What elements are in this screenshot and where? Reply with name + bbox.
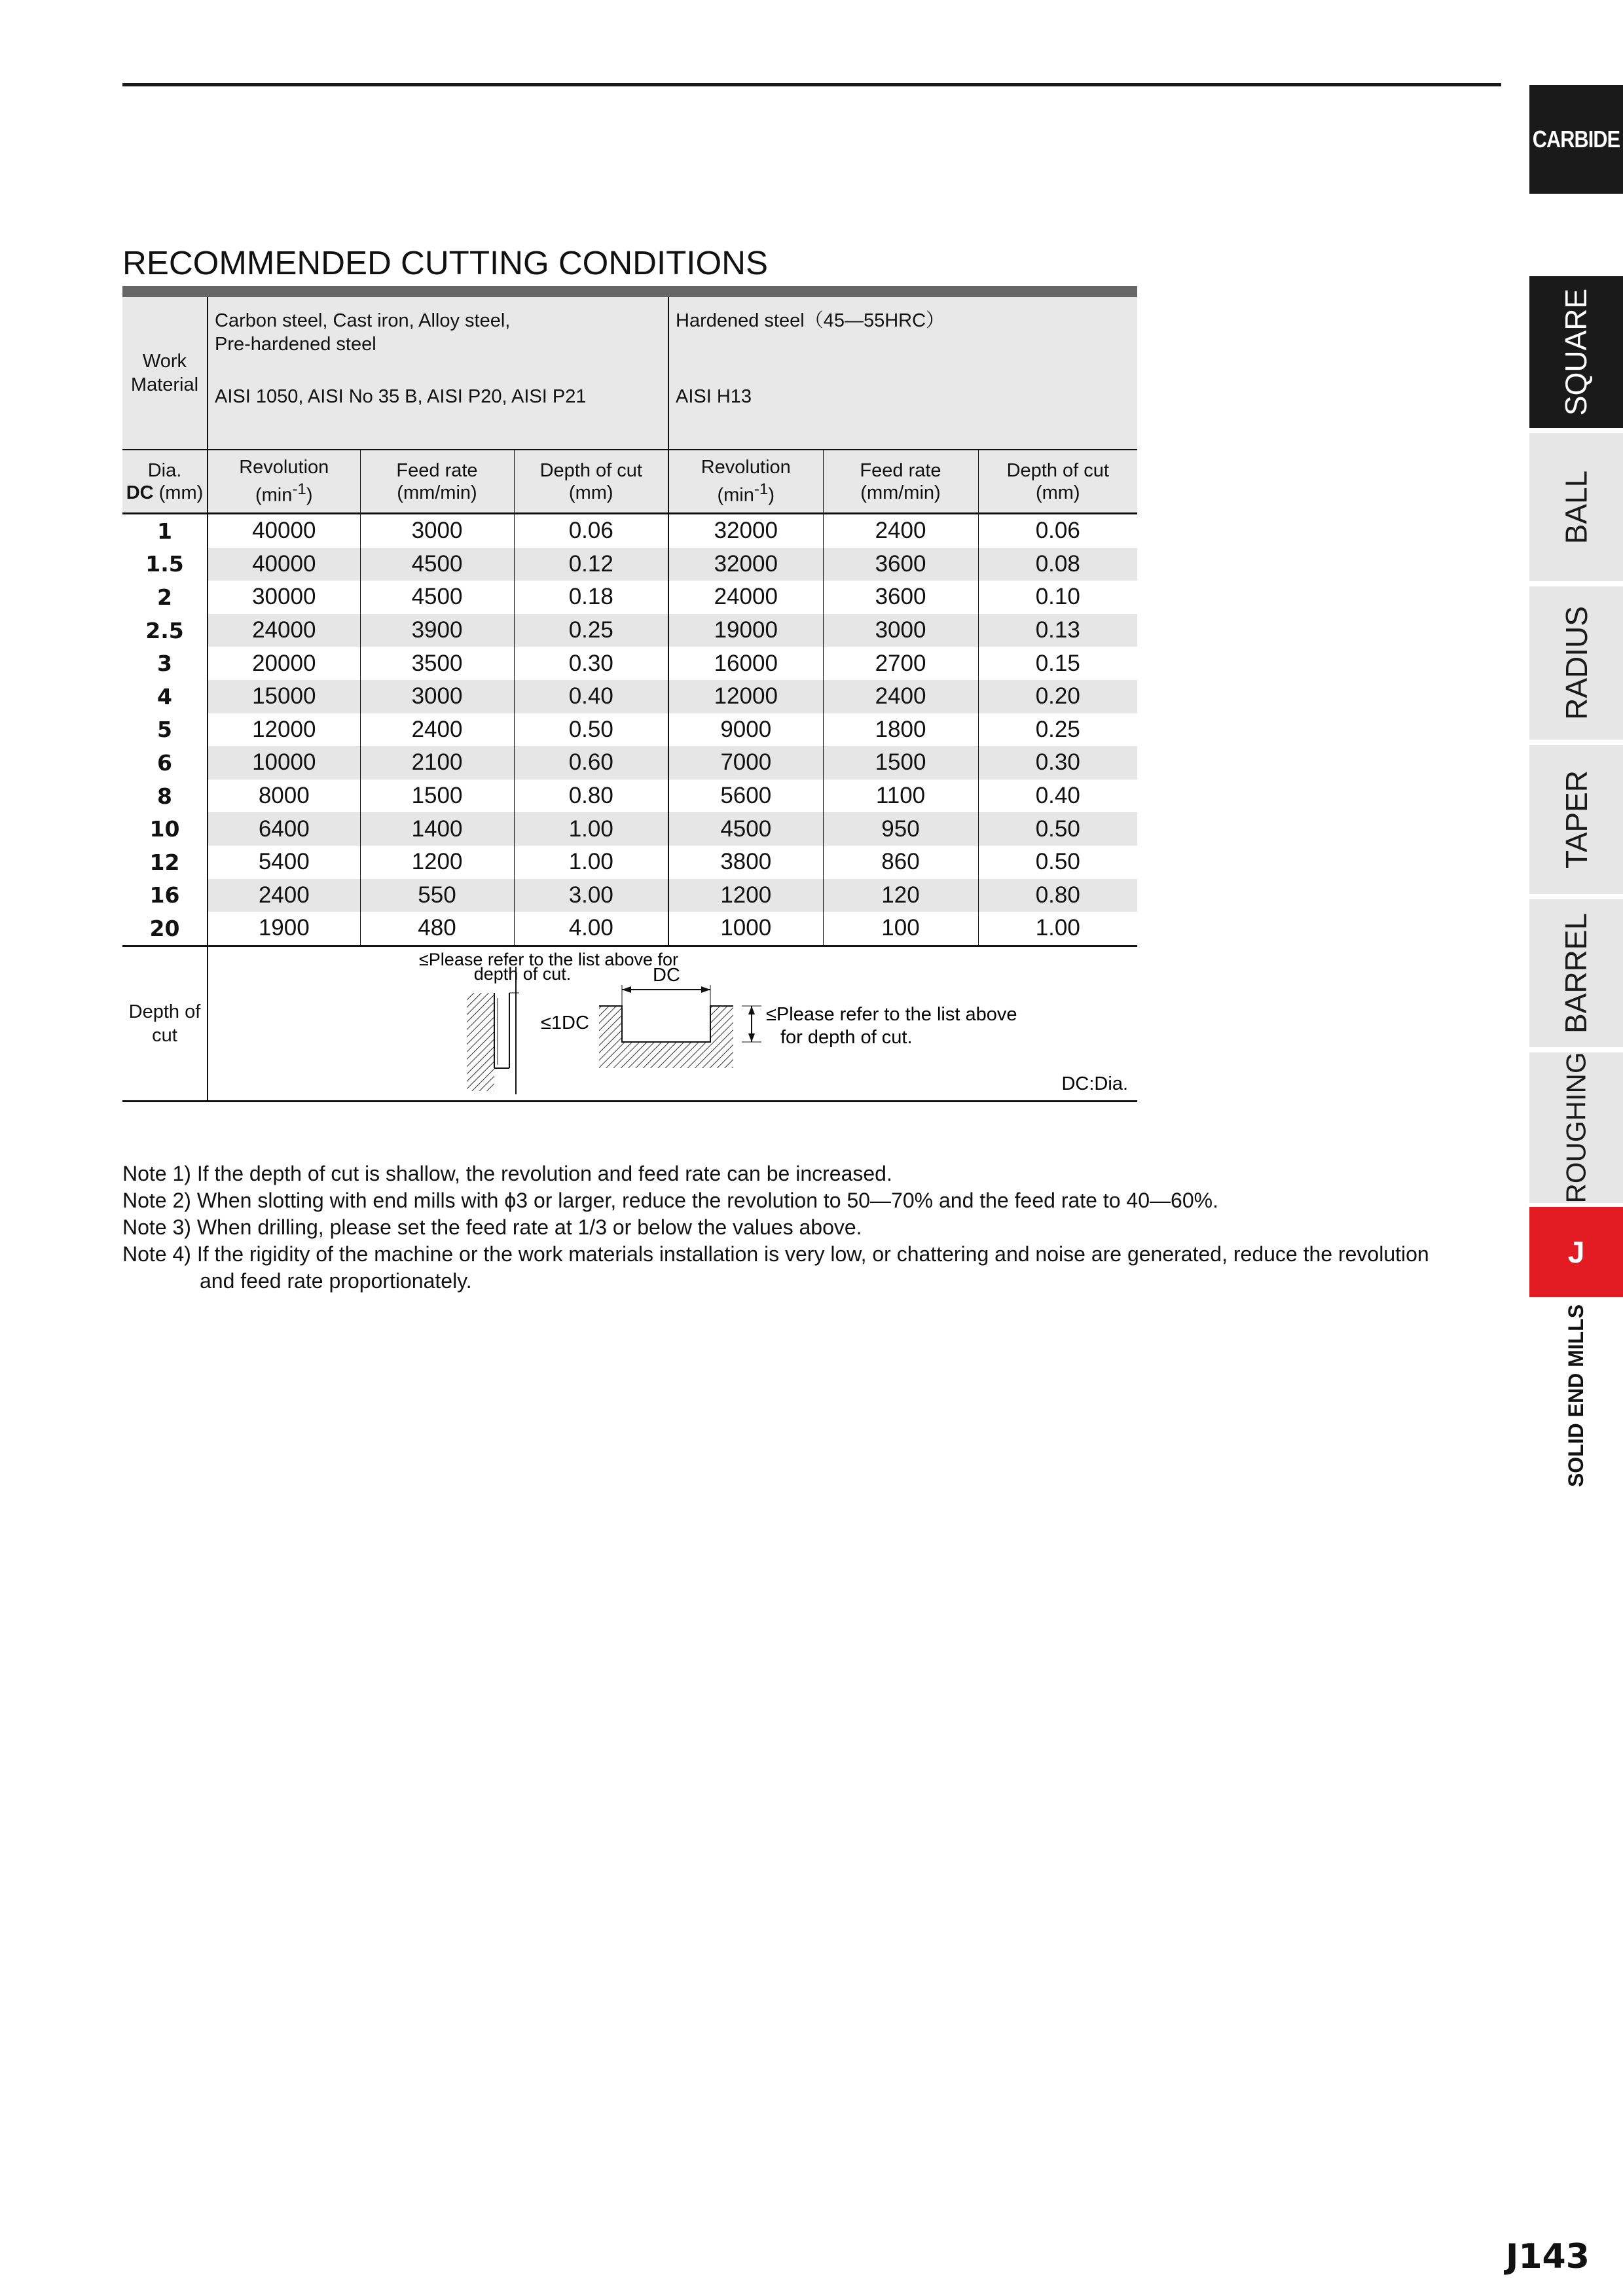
section-name: [1529, 1302, 1623, 1489]
cell-r1: 6400: [208, 812, 360, 846]
cell-r2: 1200: [668, 879, 823, 912]
cell-f1: 480: [360, 912, 514, 946]
slotting-diagram: [599, 985, 761, 1068]
cell-d1: 0.30: [514, 647, 668, 680]
cell-dia: 10: [122, 812, 208, 846]
cell-d2: 0.06: [978, 514, 1137, 548]
cell-f2: 3000: [823, 614, 978, 647]
table-row: [122, 581, 1137, 614]
tab-carbide[interactable]: [1529, 85, 1623, 194]
material-group-1: [208, 297, 668, 450]
cell-r2: 4500: [668, 812, 823, 846]
cell-r1: 40000: [208, 548, 360, 581]
table-row: [122, 780, 1137, 813]
cell-d2: 0.50: [978, 812, 1137, 846]
top-rule: [122, 83, 1501, 86]
depth-of-cut-row: [122, 946, 1137, 1101]
cell-f2: 1500: [823, 746, 978, 780]
depth-of-cut-diagram: [208, 946, 1137, 1101]
cell-f2: 860: [823, 846, 978, 879]
cell-d1: 1.00: [514, 846, 668, 879]
cell-r2: 1000: [668, 912, 823, 946]
cell-f1: 3000: [360, 514, 514, 548]
cell-d1: 4.00: [514, 912, 668, 946]
cell-f2: 2700: [823, 647, 978, 680]
cell-f1: 1400: [360, 812, 514, 846]
cell-d2: 0.20: [978, 680, 1137, 713]
cell-r2: 9000: [668, 713, 823, 747]
side-note-line2: depth of cut.: [473, 963, 572, 984]
tab-ball[interactable]: [1529, 433, 1623, 581]
cell-r1: 12000: [208, 713, 360, 747]
table-row: [122, 812, 1137, 846]
group1-name-line1: Carbon steel, Cast iron, Alloy steel,: [215, 310, 511, 331]
cell-f1: 3900: [360, 614, 514, 647]
cell-f1: 2400: [360, 713, 514, 747]
cell-d2: 0.08: [978, 548, 1137, 581]
section-name-label: SOLID END MILLS: [1564, 1304, 1588, 1488]
cell-f2: 120: [823, 879, 978, 912]
cell-r2: 24000: [668, 581, 823, 614]
header-feed-rate-1: Feed rate (mm/min): [360, 450, 514, 514]
cell-d2: 0.40: [978, 780, 1137, 813]
page-number: J143: [1506, 2237, 1590, 2276]
cell-r2: 32000: [668, 514, 823, 548]
group1-aisi: AISI 1050, AISI No 35 B, AISI P20, AISI P21: [215, 386, 587, 407]
cell-d1: 0.40: [514, 680, 668, 713]
note-4-cont: and feed rate proportionately.: [200, 1269, 472, 1293]
cell-r2: 5600: [668, 780, 823, 813]
note-1: Note 1) If the depth of cut is shallow, the revolution and feed rate can be increased.: [122, 1162, 892, 1185]
cell-dia: 2.5: [122, 614, 208, 647]
table-row: [122, 746, 1137, 780]
header-revolution-2: Revolution $(\min^{-1})$: [668, 450, 823, 514]
cell-dia: 1: [122, 514, 208, 548]
cell-dia: 6: [122, 746, 208, 780]
side-dim-label: ≤1DC: [541, 1012, 589, 1033]
cell-d2: 1.00: [978, 912, 1137, 946]
cell-dia: 2: [122, 581, 208, 614]
cell-f1: 2100: [360, 746, 514, 780]
cell-d1: 1.00: [514, 812, 668, 846]
cell-r1: 5400: [208, 846, 360, 879]
cell-f2: 1100: [823, 780, 978, 813]
cut-diagram-svg: [208, 947, 1137, 1100]
cell-f2: 2400: [823, 680, 978, 713]
cell-r1: 15000: [208, 680, 360, 713]
tab-section-letter: J: [1567, 1235, 1585, 1269]
cell-r2: 12000: [668, 680, 823, 713]
cell-f2: 100: [823, 912, 978, 946]
cell-d1: 3.00: [514, 879, 668, 912]
note-4: Note 4) If the rigidity of the machine or the work materials installation is very low, or chattering and noise are generated, reduce the revolution: [122, 1242, 1429, 1266]
header-depth-of-cut-2: Depth of cut (mm): [978, 450, 1137, 514]
cell-dia: 1.5: [122, 548, 208, 581]
tab-carbide-label: CARBIDE: [1532, 126, 1620, 152]
table-row: [122, 647, 1137, 680]
cell-r1: 10000: [208, 746, 360, 780]
cell-dia: 8: [122, 780, 208, 813]
cell-f1: 4500: [360, 548, 514, 581]
work-material-label: Work Material: [122, 297, 208, 450]
header-depth-of-cut-1: Depth of cut (mm): [514, 450, 668, 514]
work-material-row: [122, 297, 1137, 450]
cell-dia: 4: [122, 680, 208, 713]
tab-barrel[interactable]: [1529, 899, 1623, 1047]
cell-d1: 0.25: [514, 614, 668, 647]
cell-r2: 19000: [668, 614, 823, 647]
page-title: RECOMMENDED CUTTING CONDITIONS: [122, 244, 768, 281]
cell-r2: 32000: [668, 548, 823, 581]
cell-f1: 3000: [360, 680, 514, 713]
cell-d1: 0.18: [514, 581, 668, 614]
cell-d2: 0.30: [978, 746, 1137, 780]
tab-roughing[interactable]: [1529, 1052, 1623, 1203]
cell-d1: 0.60: [514, 746, 668, 780]
cell-d2: 0.13: [978, 614, 1137, 647]
column-header-row: [122, 450, 1137, 514]
cell-d1: 0.50: [514, 713, 668, 747]
group1-name-line2: Pre-hardened steel: [215, 334, 376, 355]
material-group-2: [668, 297, 1137, 450]
cell-r2: 16000: [668, 647, 823, 680]
tab-square-label: SQUARE: [1559, 288, 1594, 416]
note-2: Note 2) When slotting with end mills with ϕ3 or larger, reduce the revolution to 50―70% and the feed rate to 40―60%.: [122, 1189, 1218, 1212]
cell-dia: 16: [122, 879, 208, 912]
cell-dia: 20: [122, 912, 208, 946]
cell-d2: 0.15: [978, 647, 1137, 680]
tab-square[interactable]: [1529, 276, 1623, 428]
table-row: [122, 548, 1137, 581]
table-row: [122, 713, 1137, 747]
tab-roughing-label: ROUGHING: [1560, 1052, 1592, 1204]
cell-f1: 550: [360, 879, 514, 912]
side-note-line1: ≤Please refer to the list above for: [418, 949, 679, 969]
cell-f2: 1800: [823, 713, 978, 747]
cell-d2: 0.10: [978, 581, 1137, 614]
cell-r1: 1900: [208, 912, 360, 946]
title-bar: [122, 286, 1137, 297]
side-milling-diagram: [467, 967, 519, 1094]
table-row: [122, 846, 1137, 879]
cell-r1: 8000: [208, 780, 360, 813]
cell-r1: 40000: [208, 514, 360, 548]
cell-d2: 0.25: [978, 713, 1137, 747]
cell-f1: 3500: [360, 647, 514, 680]
slot-dim-label: DC: [653, 964, 680, 986]
group2-aisi: AISI H13: [676, 386, 752, 407]
cell-f1: 1200: [360, 846, 514, 879]
tab-barrel-label: BARREL: [1559, 912, 1594, 1034]
group2-name: Hardened steel（45―55HRC）: [676, 310, 945, 331]
dc-legend: DC:Dia.: [1061, 1073, 1128, 1094]
table-row: [122, 680, 1137, 713]
cell-f2: 3600: [823, 548, 978, 581]
tab-ball-label: BALL: [1559, 470, 1594, 545]
cell-f2: 2400: [823, 514, 978, 548]
depth-of-cut-label: Depth of cut: [122, 946, 208, 1101]
tab-radius-label: RADIUS: [1559, 606, 1594, 720]
cell-d2: 0.80: [978, 879, 1137, 912]
cell-d1: 0.80: [514, 780, 668, 813]
cell-f2: 3600: [823, 581, 978, 614]
cell-dia: 12: [122, 846, 208, 879]
cell-f1: 4500: [360, 581, 514, 614]
table-row: [122, 614, 1137, 647]
cell-r1: 2400: [208, 879, 360, 912]
slot-note-line1: ≤Please refer to the list above: [766, 1003, 1017, 1025]
slot-note-line2: for depth of cut.: [780, 1026, 913, 1048]
cell-f1: 1500: [360, 780, 514, 813]
cell-dia: 3: [122, 647, 208, 680]
cell-d1: 0.06: [514, 514, 668, 548]
table-row: [122, 912, 1137, 946]
cutting-conditions-table: [122, 297, 1137, 1102]
cell-r1: 20000: [208, 647, 360, 680]
cell-dia: 5: [122, 713, 208, 747]
tab-radius[interactable]: [1529, 586, 1623, 740]
header-feed-rate-2: Feed rate (mm/min): [823, 450, 978, 514]
tab-section-j[interactable]: [1529, 1207, 1623, 1297]
table-row: [122, 879, 1137, 912]
cell-r2: 7000: [668, 746, 823, 780]
cell-d2: 0.50: [978, 846, 1137, 879]
tab-taper-label: TAPER: [1559, 770, 1594, 869]
cell-r2: 3800: [668, 846, 823, 879]
note-3: Note 3) When drilling, please set the feed rate at 1/3 or below the values above.: [122, 1215, 862, 1239]
cell-r1: 30000: [208, 581, 360, 614]
cell-d1: 0.12: [514, 548, 668, 581]
header-revolution-1: Revolution $(\min^{-1})$: [208, 450, 360, 514]
table-row: [122, 514, 1137, 548]
cell-f2: 950: [823, 812, 978, 846]
cell-r1: 24000: [208, 614, 360, 647]
tab-taper[interactable]: [1529, 745, 1623, 894]
header-dia: Dia. DC (mm): [122, 450, 208, 514]
notes: [122, 1160, 1504, 1295]
